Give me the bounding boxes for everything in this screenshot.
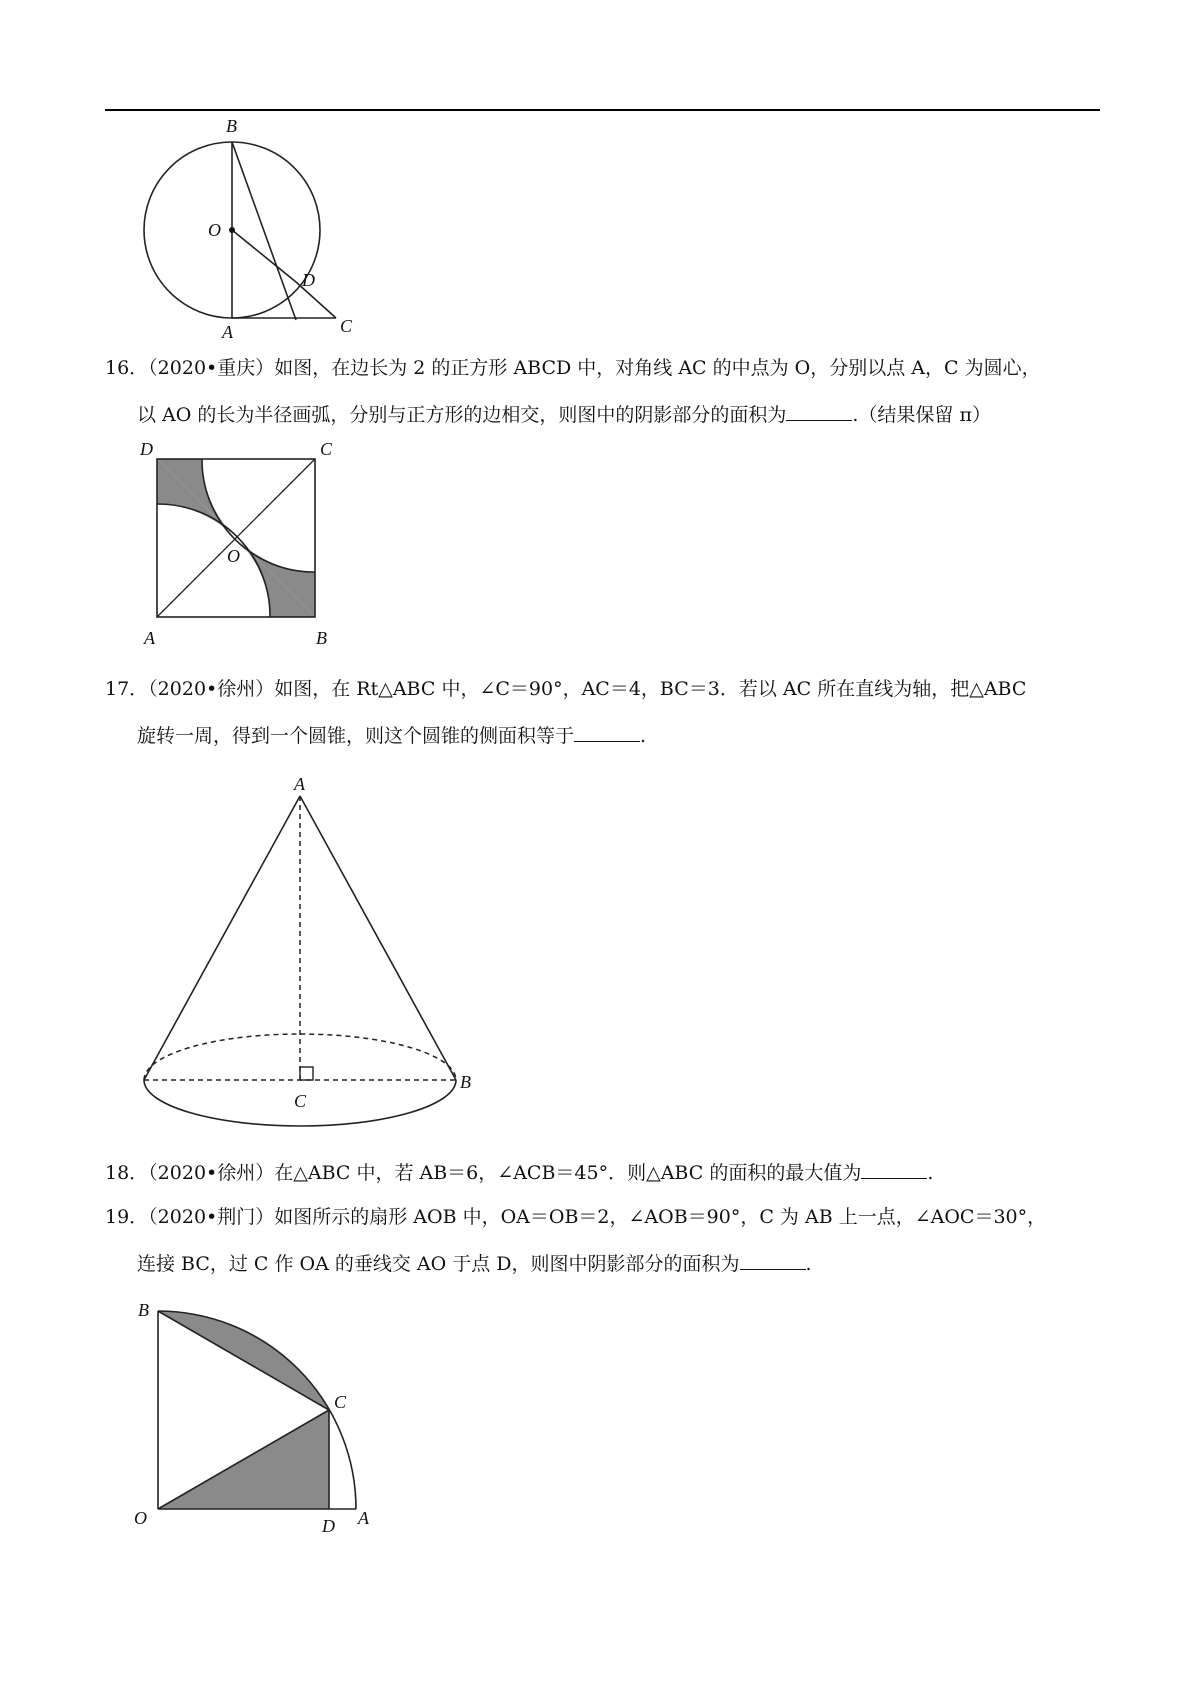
sector-label-o: O <box>134 1508 147 1528</box>
problem-17-line-1: 17．（2020•徐州）如图，在 Rt△ABC 中，∠C＝90°，AC＝4，BC＝3．若以 AC 所在直线为轴，把△ABC <box>105 678 1027 700</box>
problem-16-line-2: 以 AO 的长为半径画弧，分别与正方形的边相交，则图中的阴影部分的面积为 .（结果保留 π） <box>137 400 991 428</box>
cone-label-a: A <box>294 774 305 794</box>
square-label-a: A <box>144 628 155 648</box>
circle-label-b: B <box>226 116 237 136</box>
square-label-c: C <box>320 440 333 459</box>
problem-17-line-2: 旋转一周，得到一个圆锥，则这个圆锥的侧面积等于 . <box>137 721 646 749</box>
answer-blank-18[interactable] <box>861 1158 927 1179</box>
square-label-o: O <box>227 546 240 566</box>
cone-label-b: B <box>460 1072 471 1092</box>
sector-label-b: B <box>138 1300 149 1320</box>
problem-19-line-2: 连接 BC，过 C 作 OA 的垂线交 AO 于点 D，则图中阴影部分的面积为 . <box>137 1249 812 1277</box>
answer-blank-17[interactable] <box>574 721 640 742</box>
answer-blank-19[interactable] <box>740 1249 806 1270</box>
circle-label-a: A <box>222 322 233 342</box>
problem-16-line-1: 16．（2020•重庆）如图，在边长为 2 的正方形 ABCD 中，对角线 AC 的中点为 O，分别以点 A，C 为圆心， <box>105 357 1041 379</box>
header-rule <box>105 109 1100 111</box>
square-label-d: D <box>140 440 153 459</box>
circle-label-o: O <box>208 220 221 240</box>
sector-label-a: A <box>358 1508 369 1528</box>
sector-label-d: D <box>322 1516 335 1536</box>
problem-18-line-1: 18．（2020•徐州）在△ABC 中，若 AB＝6，∠ACB＝45°．则△ABC 的面积的最大值为 . <box>105 1158 933 1186</box>
circle-figure <box>130 112 370 342</box>
square-figure <box>140 440 340 648</box>
sector-label-c: C <box>334 1392 347 1412</box>
square-label-b: B <box>316 628 327 648</box>
circle-label-c: C <box>340 316 353 336</box>
answer-blank-16[interactable] <box>786 400 852 421</box>
cone-label-c: C <box>294 1091 307 1111</box>
problem-19-line-1: 19．（2020•荆门）如图所示的扇形 AOB 中，OA＝OB＝2，∠AOB＝90°，C 为 AB 上一点，∠AOC＝30°， <box>105 1206 1047 1228</box>
cone-figure <box>130 770 490 1150</box>
sector-figure <box>130 1290 390 1550</box>
circle-label-d: D <box>302 270 315 290</box>
